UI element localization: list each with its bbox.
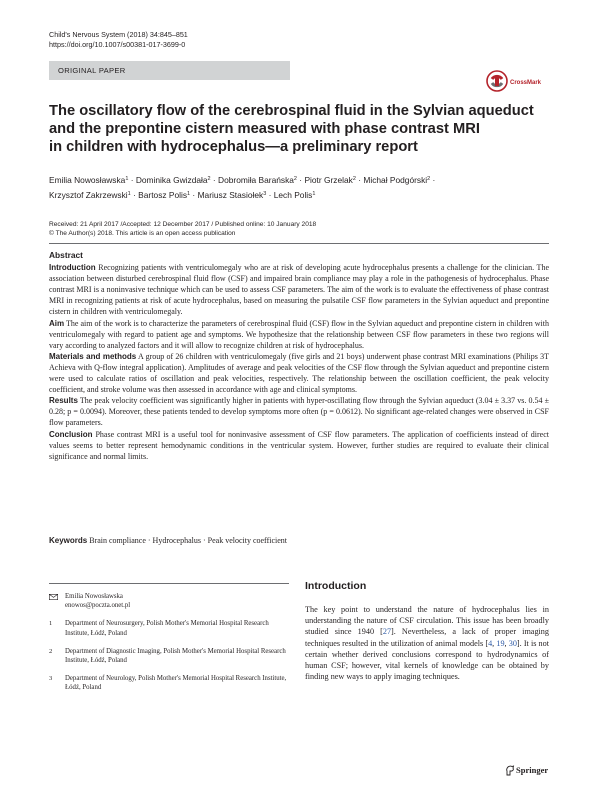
author-affiliation-mark: 2: [427, 176, 431, 182]
paragraph-text: A group of 26 children with ventriculomegaly (five girls and 21 boys) underwent phase contrast MRI examinations (Philips 3T Achieva with Q-flow integral application). Amplitudes of average and peak velocities of the CSF flow through the Sylvian aqueduct and prepontine cistern were used to calculate ratios of oscillation and peak velocities, respectively. The relationship between the oscillation coefficient, the peak velocity coefficient, and stroke volume was then assessed in accordance with age and clinical symptoms.: [49, 351, 550, 395]
paragraph-text: The peak velocity coefficient was significantly higher in patients with hyper-oscillating flow through the Sylvian aqueduct (3.04 ± 3.37 vs. 0.54 ± 0.28; p = 0.0094). Moreover, these patients tended to develop symptoms more often (p = 0.0612). No significant age-related changes were observed in CSF flow parameters.: [49, 396, 549, 428]
separator: ,: [492, 638, 497, 648]
introduction-heading: Introduction: [305, 580, 367, 592]
keywords-list: Brain compliance · Hydrocephalus · Peak velocity coefficient: [89, 536, 288, 545]
author-name[interactable]: Piotr Grzelak: [304, 175, 353, 185]
author-name[interactable]: Dominika Gwizdała: [135, 175, 208, 185]
divider: [49, 243, 549, 244]
author-affiliation-mark: 2: [293, 176, 297, 182]
paragraph-text: Recognizing patients with ventriculomegaly who are at risk of developing acute hydrocephalus presents a challenge for the clinician. The association between disturbed cerebrospinal fluid flow (CSF) and impaired brain compliance may play a role in the pathogenesis of hydrocephalus. Phase contrast MRI is a noninvasive technique which can be used to assess CSF parameters. The aim of the work is to evaluate the effectiveness of phase contrast MRI in recognizing patients at risk of acute hydrocephalus, based on measuring the pulsatile CSF flow parameters in the Sylvian aqueduct and prepontine cistern in children with ventriculomegaly.: [49, 263, 549, 317]
author-affiliation-mark: 1: [312, 191, 316, 197]
section-label: Aim: [49, 318, 65, 328]
journal-header: [49, 30, 188, 50]
author-name[interactable]: Dobromiła Barańska: [218, 175, 294, 185]
author-affiliation-mark: 1: [125, 176, 129, 182]
citation-link[interactable]: 4: [488, 638, 493, 648]
section-label: Conclusion: [49, 429, 93, 439]
separator: ,: [504, 638, 509, 648]
paragraph-text: The key point to understand the nature of hydrocephalus lies in understanding the nature of CSF circulation. This issue has been broadly studied since 1940 [: [305, 605, 549, 637]
affiliation-text: Department of Neurosurgery, Polish Mother's Memorial Hospital Research Institute, Łódź, Poland: [65, 620, 269, 637]
paragraph-text: The aim of the work is to characterize the parameters of cerebrospinal fluid (CSF) flow in the Sylvian aqueduct and prepontine cistern in children with ventriculomegaly with regard to patient age and symptoms. We hypothesize that the relationship between CSF flow parameters in these two regions will vary according to analyzed factors and it will allow to recognize children at risk of hydrocephalus.: [49, 318, 550, 350]
abstract-heading: Abstract: [49, 250, 83, 260]
article-type-band: [49, 61, 290, 80]
affiliation-2: [49, 647, 289, 665]
affiliation-3: [49, 674, 289, 692]
citation-link[interactable]: 19: [496, 638, 505, 648]
affiliation-1: [49, 619, 289, 637]
contact-email[interactable]: enowos@poczta.onet.pl: [65, 602, 131, 610]
author-name[interactable]: Bartosz Polis: [138, 190, 188, 200]
abstract-results: [49, 395, 549, 428]
abstract-conclusion: [49, 429, 549, 462]
affiliation-number: 2: [49, 647, 53, 655]
affiliation-text: Department of Diagnostic Imaging, Polish Mother's Memorial Hospital Research Institute, Łódź, Poland: [65, 647, 286, 665]
abstract: [49, 250, 549, 462]
citation-link[interactable]: 27: [382, 627, 392, 637]
corresponding-author: [49, 592, 289, 610]
publication-dates: Received: 21 April 2017 /Accepted: 12 December 2017 / Published online: 10 January 2018: [49, 221, 317, 228]
author-name[interactable]: Mariusz Stasiołek: [197, 190, 264, 200]
journal-citation: Child's Nervous System (2018) 34:845–851: [49, 30, 188, 39]
author-name[interactable]: Krzysztof Zakrzewski: [49, 190, 128, 200]
title-line-1: The oscillatory flow of the cerebrospinal fluid in the Sylvian aqueduct: [49, 103, 534, 119]
author-affiliation-mark: 2: [352, 176, 356, 182]
section-label: Results: [49, 396, 78, 406]
open-access-icon: ©: [49, 230, 54, 237]
author-list: Emilia Nowosławska$^1$ · Dominika Gwizdała$^2$ · Dobromiła Barańska$^2$ · Piotr Grzelak$^2$ · Michał Podgórski$^2$ · Krzysztof Zakrzewski$^1$ · Bartosz Polis$^1$ · Mariusz Stasiołek$^3$ · Lech Polis$^1$: [49, 175, 436, 200]
author-affiliation-mark: 3: [263, 191, 267, 197]
title-line-2: and the prepontine cistern measured with phase contrast MRI: [49, 121, 480, 137]
copyright-line: [49, 229, 316, 238]
paragraph-text: Phase contrast MRI is a useful tool for noninvasive assessment of CSF flow parameters. The application of coefficients instead of direct values seems to better represent hemodynamic conditions in the ventricular system. However, further studies are required to evaluate their clinical significance and normal limits.: [49, 429, 550, 461]
footnote-divider: [49, 583, 289, 584]
crossmark-icon: [486, 70, 508, 92]
abstract-aim: [49, 318, 549, 351]
author-name[interactable]: Lech Polis: [273, 190, 313, 200]
keywords: [49, 536, 287, 545]
abstract-methods: [49, 351, 549, 395]
section-label: Introduction: [49, 263, 96, 273]
paragraph-text: ]. Nevertheless, a lack of proper imaging techniques resulted in the utilization of animal models [: [305, 627, 549, 648]
doi-link[interactable]: https://doi.org/10.1007/s00381-017-3699-0: [49, 40, 186, 49]
envelope-icon: [49, 594, 58, 600]
abstract-introduction: [49, 262, 549, 317]
copyright-text: The Author(s) 2018. This article is an open access publication: [55, 230, 236, 237]
article-title: [49, 102, 549, 156]
footnotes: [49, 592, 289, 702]
citation-link[interactable]: 30: [508, 638, 517, 648]
author-affiliation-mark: 2: [207, 176, 211, 182]
author-affiliation-mark: 1: [187, 191, 191, 197]
springer-horse-icon: [505, 765, 515, 776]
article-type-label: ORIGINAL PAPER: [58, 66, 126, 75]
affiliation-text: Department of Neurology, Polish Mother's Memorial Hospital Research Institute, Łódź, Poland: [65, 675, 287, 692]
publisher-name: Springer: [516, 765, 549, 775]
crossmark-label: CrossMark: [510, 80, 542, 86]
introduction-paragraph: [305, 604, 549, 682]
author-name[interactable]: Emilia Nowosławska: [49, 175, 126, 185]
author-affiliation-mark: 1: [127, 191, 131, 197]
title-line-3: in children with hydrocephalus—a preliminary report: [49, 139, 418, 155]
keywords-label: Keywords: [49, 536, 88, 545]
author-name[interactable]: Michał Podgórski: [363, 175, 428, 185]
crossmark-badge[interactable]: [486, 70, 546, 100]
paragraph-text: ]. It is not certain whether derived conclusions correspond to hydrodynamics of human CSF; however, vital kernels of knowledge can be obtained by finding new ways to apply imaging techniques.: [305, 638, 550, 682]
affiliation-number: 1: [49, 620, 53, 628]
article-dates: [49, 220, 316, 238]
affiliation-number: 3: [49, 675, 53, 683]
section-label: Materials and methods: [49, 351, 137, 361]
contact-name: Emilia Nowosławska: [65, 593, 123, 600]
